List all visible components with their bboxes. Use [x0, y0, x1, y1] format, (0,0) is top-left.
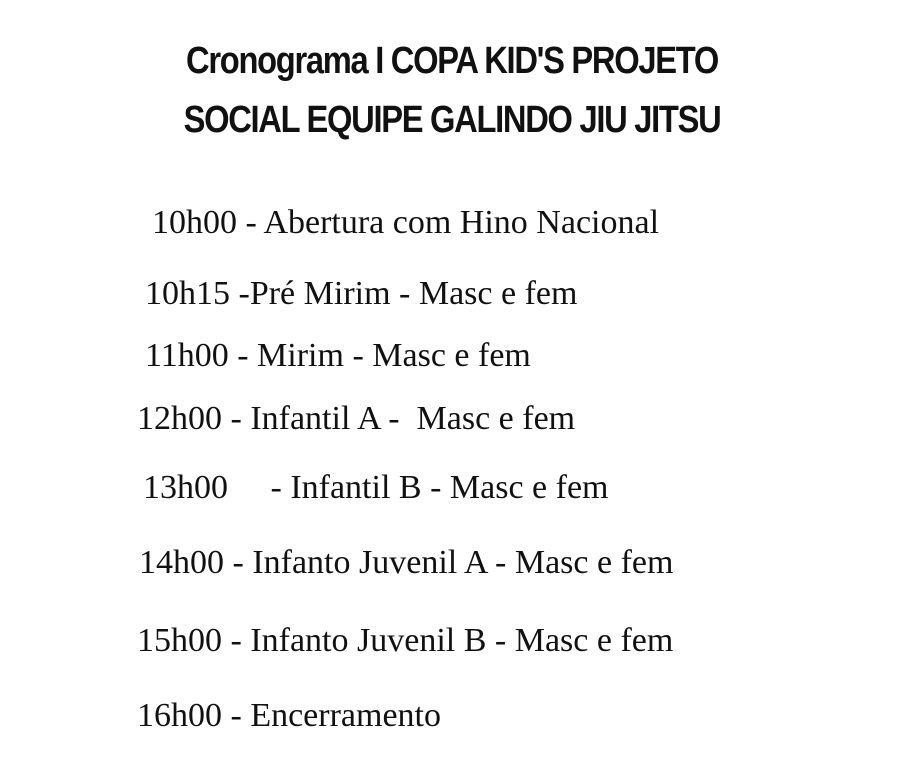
- schedule-item-infanto-juvenil-a: 14h00 - Infanto Juvenil A - Masc e fem: [139, 544, 674, 581]
- schedule-item-mirim: 11h00 - Mirim - Masc e fem: [145, 337, 531, 374]
- title-line-2: SOCIAL EQUIPE GALINDO JIU JITSU: [183, 99, 721, 141]
- schedule-item-abertura: 10h00 - Abertura com Hino Nacional: [152, 204, 660, 241]
- schedule-item-pre-mirim: 10h15 -Pré Mirim - Masc e fem: [145, 275, 578, 312]
- schedule-item-infantil-b: 13h00 - Infantil B - Masc e fem: [143, 469, 609, 506]
- schedule-item-encerramento: 16h00 - Encerramento: [137, 697, 441, 734]
- title-line-1: Cronograma I COPA KID'S PROJETO: [186, 40, 718, 82]
- schedule-item-infanto-juvenil-b: 15h00 - Infanto Juvenil B - Masc e fem: [137, 622, 674, 659]
- schedule-item-infantil-a: 12h00 - Infantil A - Masc e fem: [137, 400, 576, 437]
